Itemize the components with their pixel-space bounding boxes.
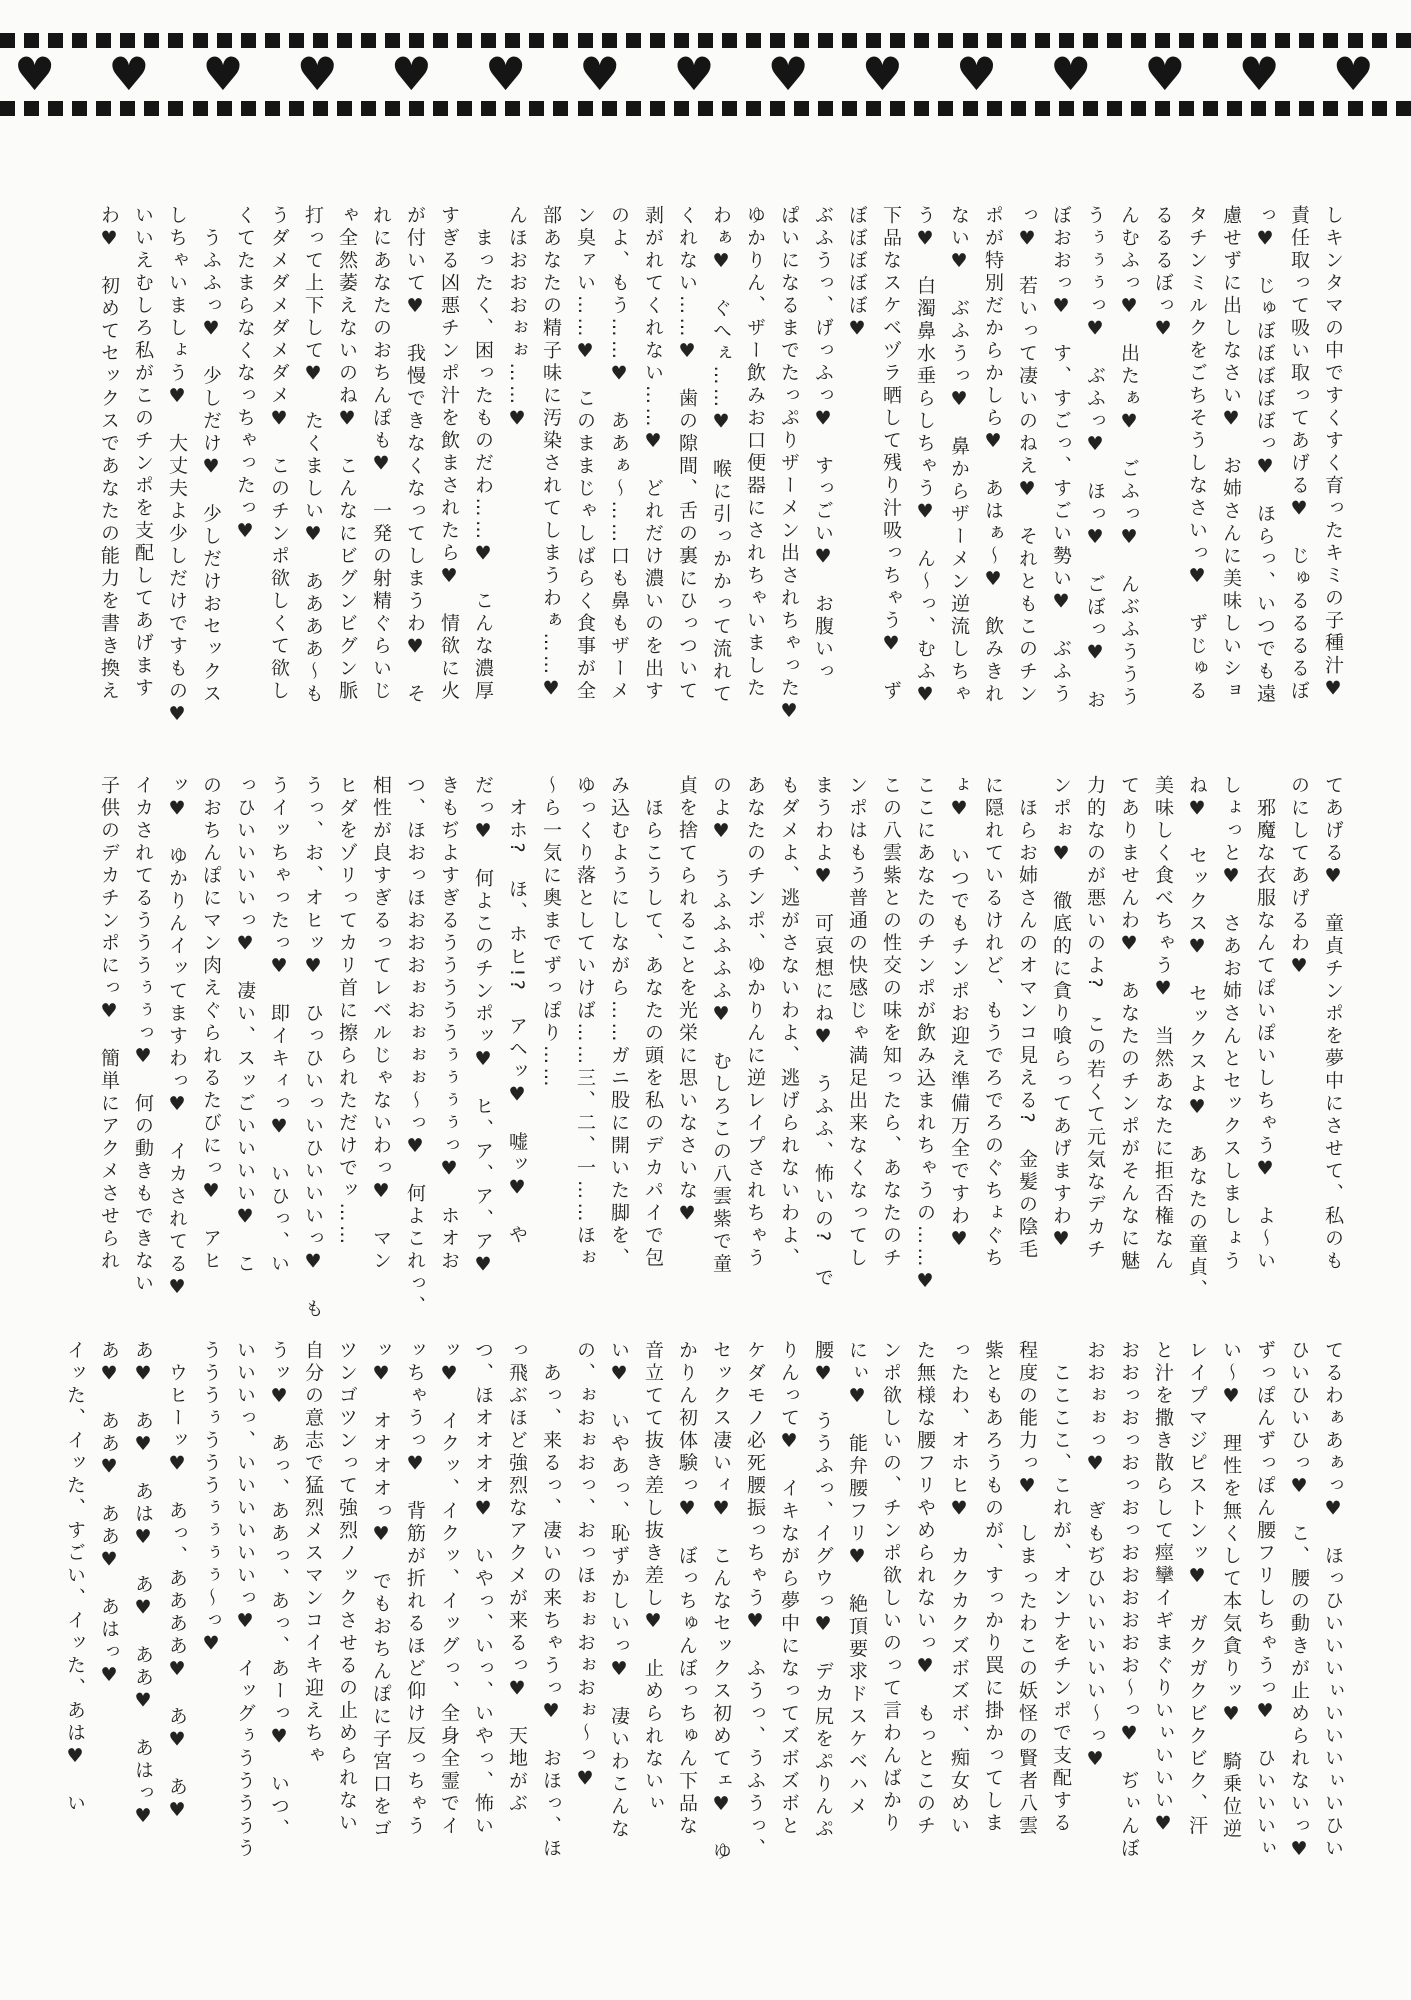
- text-column: ね♥ セックス♥ セックスよ♥ あなたの童貞、: [1186, 775, 1208, 1302]
- text-column: っひいいいいっ♥ 凄い、スッごいいいい♥ こ: [234, 775, 256, 1276]
- heart-icon: ♥: [579, 47, 621, 101]
- square-icon: [120, 101, 135, 116]
- text-column: ない♥ ぶふうっ♥ 鼻からザーメン逆流しちゃ: [948, 205, 970, 706]
- square-icon: [265, 101, 280, 116]
- text-column: っ♥ じゅぼぼぼぼぼっ♥ ほらっ、いつでも遠: [1254, 205, 1276, 706]
- square-icon: [168, 101, 183, 116]
- text-column: うイッちゃったっ♥ 即イキィっ♥ いひっ、い: [268, 775, 290, 1276]
- square-icon: [1396, 101, 1411, 116]
- text-column: み込むようにしながら……ガニ股に開いた脚を、: [608, 775, 630, 1270]
- text-column: のおちんぽにマン肉えぐられるたびにっ♥ アヒ: [200, 775, 222, 1273]
- text-column: ンポ欲しいの、チンポ欲しいのって言わんばかり: [880, 1340, 902, 1835]
- text-column: ょ♥ いつでもチンポお迎え準備万全ですわ♥: [948, 775, 970, 1254]
- square-icon: [193, 101, 208, 116]
- text-column: に隠れているけれど、もうでろでろのぐちょぐち: [982, 775, 1004, 1270]
- text-column: ヒダをゾリってカリ首に擦られただけでッ……: [336, 775, 358, 1248]
- text-column: っ飛ぶほど強烈なアクメが来るっ♥ 天地がぶ: [506, 1340, 528, 1816]
- text-column: きもぢよすぎるうううううぅぅぅぅっ♥ ホオお: [438, 775, 460, 1273]
- square-icon: [1035, 101, 1050, 116]
- square-icon: [553, 101, 568, 116]
- text-column: が付いて♥ 我慢できなくなってしまうわ♥ そ: [404, 205, 426, 706]
- square-icon: [914, 101, 929, 116]
- square-icon: [217, 101, 232, 116]
- heart-icon: ♥: [390, 47, 432, 101]
- square-icon: [987, 101, 1002, 116]
- text-column: 慮せずに出しなさい♥ お姉さんに美味しいショ: [1220, 205, 1242, 703]
- heart-icon: ♥: [296, 47, 338, 101]
- text-column: あ♥ あ♥ あは♥ あ♥ ああ♥ あはっ♥: [132, 1340, 154, 1831]
- text-column: 程度の能力っ♥ しまったわこの妖怪の賢者八雲: [1016, 1340, 1038, 1838]
- text-column: しょっと♥ さあお姉さんとセックスしましょう: [1220, 775, 1242, 1273]
- square-icon: [963, 101, 978, 116]
- text-column: 力的なのが悪いのよ? この若くて元気なデカチ: [1084, 775, 1106, 1262]
- square-icon: [1179, 101, 1194, 116]
- text-column: れにあなたのおちんぽも♥ 一発の射精ぐらいじ: [370, 205, 392, 703]
- text-column: ほらこうして、あなたの頭を私のデカパイで包: [642, 775, 664, 1270]
- heart-icon: ♥: [955, 47, 998, 101]
- text-column: 腰♥ ううふっ、イグウっ♥ デカ尻をぷりんぷ: [812, 1340, 834, 1841]
- square-icon: [674, 101, 689, 116]
- square-icon: [890, 101, 905, 116]
- square-icon: [409, 101, 424, 116]
- text-column: うッ♥ あっ、ああっ、あっ、あーっ♥ いつ、: [268, 1340, 290, 1841]
- text-column: 貞を捨てられることを光栄に思いなさいな♥: [676, 775, 698, 1228]
- text-column: るるるぼっ♥: [1152, 205, 1174, 343]
- square-icon: [1155, 101, 1170, 116]
- text-column: おおぉぉっ♥ ぎもぢひいいいいい〜っ♥: [1084, 1340, 1106, 1774]
- text-column: ゃ全然萎えないのね♥ こんなにビグンビグン脈: [336, 205, 358, 703]
- square-icon: [866, 101, 881, 116]
- text-column: 〜ら一気に奥までずっぽり……: [540, 775, 562, 1090]
- text-column: ンポはもう普通の快感じゃ満足出来なくなってし: [846, 775, 868, 1270]
- square-icon: [794, 101, 809, 116]
- square-icon: [602, 101, 617, 116]
- text-column: てるわぁあぁっ♥ ほっひいいいぃいいいぃいひい: [1322, 1340, 1344, 1861]
- square-icon: [1396, 33, 1411, 48]
- text-column: りんって♥ イキながら夢中になってズボズボと: [778, 1340, 800, 1838]
- text-column: くれない……♥ 歯の隙間、舌の裏にひっついて: [676, 205, 698, 703]
- text-column: ッ♥ ゆかりんイッてますわっ♥ イカされてる♥: [166, 775, 188, 1302]
- text-column: まったく、困ったものだわ……♥ こんな濃厚: [472, 205, 494, 703]
- text-column: ゆっくり落としていけば……三、二、一……ほぉ: [574, 775, 596, 1270]
- text-column: ッ♥ オオオオっ♥ でもおちんぽに子宮口をゴ: [370, 1340, 392, 1841]
- text-column: っ♥ 若いって凄いのねえ♥ それともこのチン: [1016, 205, 1038, 706]
- text-column: わぁ♥ ぐへぇ……♥ 喉に引っかかって流れて: [710, 205, 732, 706]
- text-column: と汁を撒き散らして痙攣イギまぐりいぃいいい♥: [1152, 1340, 1174, 1838]
- square-icon: [1011, 101, 1026, 116]
- text-column: んむふっ♥ 出たぁ♥ ごふっ♥ んぶふううう: [1118, 205, 1140, 709]
- square-icon: [72, 101, 87, 116]
- text-column: ポが特別だからかしら♥ あはぁ〜♥ 飲みきれ: [982, 205, 1004, 706]
- square-icon: [698, 101, 713, 116]
- square-icon: [1227, 101, 1242, 116]
- square-icon: [1348, 101, 1363, 116]
- text-column: イッた、イッた、すごい、イッた、あは♥ い: [64, 1340, 86, 1816]
- text-column: 打って上下して♥ たくましい♥ ああああ〜も: [302, 205, 324, 706]
- text-column: た無様な腰フリやめられないっ♥ もっとこのチ: [914, 1340, 936, 1838]
- text-column: にぃ♥ 能弁腰フリ♥ 絶頂要求ドスケベハメ: [846, 1340, 868, 1819]
- text-column: つ、ほオオオオ♥ いやっ、いっ、いやっ、怖い: [472, 1340, 494, 1838]
- square-icon: [1059, 101, 1074, 116]
- text-column: わ♥ 初めてセックスであなたの能力を書き換え: [98, 205, 120, 703]
- square-icon: [313, 101, 328, 116]
- square-icon: [626, 101, 641, 116]
- text-column: のよ♥ うふふふふふ♥ むしろこの八雲紫で童: [710, 775, 732, 1276]
- text-column: 音立てて抜き差し抜き差し♥ 止められないぃ: [642, 1340, 664, 1816]
- text-column: 紫ともあろうものが、すっかり罠に掛かってしま: [982, 1340, 1004, 1835]
- text-column: ぱいになるまでたっぷりザーメン出されちゃった♥: [778, 205, 800, 726]
- text-column: ッちゃうっ♥ 背筋が折れるほど仰け反っちゃう: [404, 1340, 426, 1838]
- square-icon: [241, 101, 256, 116]
- text-column: だっ♥ 何よこのチンポッ♥ ヒ、ア、ア、ア♥: [472, 775, 494, 1279]
- text-column: ひいひいひっ♥ こ、腰の動きが止められないっ♥: [1288, 1340, 1310, 1864]
- text-column: もダメよ、逃がさないわよ、逃げられないわよ、: [778, 775, 800, 1270]
- text-column: ったわ、オホヒ♥ カクカクズボズボ、痴女めい: [948, 1340, 970, 1838]
- square-icon: [938, 101, 953, 116]
- square-icon: [1372, 101, 1387, 116]
- text-column: すぎる凶悪チンポ汁を飲まされたら♥ 情欲に火: [438, 205, 460, 703]
- text-column: ゆかりん、ザー飲みお口便器にされちゃいました: [744, 205, 766, 700]
- text-column: んほおおおぉぉ……♥: [506, 205, 528, 433]
- text-column: 相性が良すぎるってレベルじゃないわっ♥ マン: [370, 775, 392, 1273]
- text-column: タチンミルクをごちそうしなさいっ♥ ずじゅる: [1186, 205, 1208, 703]
- text-column: あ♥ ああ♥ ああ♥ あはっ♥: [98, 1340, 120, 1690]
- square-icon: [1251, 101, 1266, 116]
- heart-icon: ♥: [202, 47, 244, 101]
- square-icon: [1299, 101, 1314, 116]
- text-column: ン臭ァい……♥ このままじゃしばらく食事が全: [574, 205, 596, 703]
- text-column: 邪魔な衣服なんてぽいぽいしちゃう♥ よ〜い: [1254, 775, 1276, 1273]
- dashed-border-bottom: [0, 101, 1411, 116]
- text-column: おおっおっおっおっおおおおおお〜っ♥ ぢぃんぼ: [1118, 1340, 1140, 1861]
- heart-icon: ♥: [861, 47, 903, 101]
- square-icon: [481, 101, 496, 116]
- square-icon: [770, 101, 785, 116]
- heart-icon: ♥: [14, 47, 56, 101]
- text-column: この八雲紫との性交の味を知ったら、あなたのチ: [880, 775, 902, 1270]
- text-column: 自分の意志で猛烈メスマンコイキ迎えちゃ: [302, 1340, 324, 1768]
- square-icon: [144, 101, 159, 116]
- square-icon: [433, 101, 448, 116]
- square-icon: [650, 101, 665, 116]
- text-band-3: [58, 1340, 1350, 1864]
- square-icon: [722, 101, 737, 116]
- text-column: 剥がれてくれない……♥ どれだけ濃いのを出す: [642, 205, 664, 703]
- square-icon: [289, 101, 304, 116]
- heart-icon: ♥: [108, 47, 150, 101]
- text-band-1: [92, 205, 1350, 729]
- text-column: ぶふうっ、げっふっ♥ すっごい♥ お腹いっ: [812, 205, 834, 684]
- text-column: うダメダメダメダメ♥ このチンポ欲しくて欲し: [268, 205, 290, 703]
- text-column: ぼぼぼぼぼ♥: [846, 205, 868, 343]
- text-column: 子供のデカチンポにっ♥ 簡単にアクメさせられ: [98, 775, 120, 1273]
- square-icon: [1275, 101, 1290, 116]
- text-column: ここにあなたのチンポが飲み込まれちゃうの……♥: [914, 775, 936, 1296]
- text-column: ウヒーッ♥ あっ、ああああ♥ あ♥ あ♥: [166, 1340, 188, 1825]
- text-column: う♥ 白濁鼻水垂らしちゃう♥ ん〜っ、むふ♥: [914, 205, 936, 709]
- text-column: イカされてるうううぅぅっ♥ 何の動きもできない: [132, 775, 154, 1296]
- text-column: 責任取って吸い取ってあげる♥ じゅるるるるぼ: [1288, 205, 1310, 703]
- square-icon: [746, 101, 761, 116]
- text-column: てあげる♥ 童貞チンポを夢中にさせて、私のも: [1322, 775, 1344, 1273]
- text-column: のにしてあげるわ♥: [1288, 775, 1310, 981]
- text-column: ここここ、これが、オンナをチンポで支配する: [1050, 1340, 1072, 1835]
- square-icon: [505, 101, 520, 116]
- square-icon: [0, 33, 15, 48]
- text-column: い♥ いやあっ、恥ずかしいっ♥ 凄いわこんな: [608, 1340, 630, 1841]
- text-column: セックス凄いィ♥ こんなセックス初めてェ♥ ゆ: [710, 1340, 732, 1864]
- heart-icon: ♥: [1332, 47, 1374, 101]
- square-icon: [1107, 101, 1122, 116]
- text-column: てありませんわ♥ あなたのチンポがそんなに魅: [1118, 775, 1140, 1273]
- square-icon: [1203, 101, 1218, 116]
- square-icon: [578, 101, 593, 116]
- square-icon: [529, 101, 544, 116]
- text-column: ンポぉ♥ 徹底的に貪り喰らってあげますわ♥: [1050, 775, 1072, 1254]
- text-column: うふふっ♥ 少しだけ♥ 少しだけおセックス: [200, 205, 222, 706]
- square-icon: [1323, 101, 1338, 116]
- text-column: オホ? ほ、ホヒ!? アヘッ♥ 嘘ッ♥ や: [506, 775, 528, 1247]
- square-icon: [24, 101, 39, 116]
- text-column: レイプマジピストンッ♥ ガクガクビクビク、汗: [1186, 1340, 1208, 1838]
- text-column: 美味しく食べちゃう♥ 当然あなたに拒否権なん: [1152, 775, 1174, 1273]
- heart-border: [14, 46, 1374, 102]
- text-column: 部あなたの精子味に汚染されてしまうわぁ……♥: [540, 205, 562, 703]
- heart-icon: ♥: [673, 47, 715, 101]
- square-icon: [457, 101, 472, 116]
- text-column: しちゃいましょう♥ 大丈夫よ少しだけですもの♥: [166, 205, 188, 729]
- text-column: ぼおおっ♥ す、すごっ、すごい勢い♥ ぶふう: [1050, 205, 1072, 706]
- text-column: しキンタマの中ですくすく育ったキミの子種汁♥: [1322, 205, 1344, 703]
- heart-icon: ♥: [1238, 47, 1280, 101]
- heart-icon: ♥: [1050, 47, 1092, 101]
- square-icon: [96, 101, 111, 116]
- square-icon: [385, 101, 400, 116]
- text-column: ツンゴツンって強烈ノックさせるの止められない: [336, 1340, 358, 1835]
- text-column: ケダモノ必死腰振っちゃう♥ ふうっ、うふうっ、: [744, 1340, 766, 1861]
- text-column: つ、ほおっほおおおぉおぉぉぉ〜っ♥ 何よこれっ、: [404, 775, 426, 1318]
- square-icon: [1131, 101, 1146, 116]
- text-column: ずっぽんずっぽん腰フリしちゃうっ♥ ひいいいぃ: [1254, 1340, 1276, 1861]
- text-band-2: [92, 775, 1350, 1321]
- text-column: 下品なスケベヅラ晒して残り汁吸っちゃう♥ ず: [880, 205, 902, 703]
- text-column: のよ、もう……♥ ああぁ〜……口も鼻もザーメ: [608, 205, 630, 703]
- text-column: いいえむしろ私がこのチンポを支配してあげます: [132, 205, 154, 700]
- text-column: うっ、お、オヒッ♥ ひっひいっいひいいいっ♥ も: [302, 775, 324, 1321]
- square-icon: [361, 101, 376, 116]
- text-column: うううぅうううぅぅぅぅ〜っ♥: [200, 1340, 222, 1658]
- square-icon: [842, 101, 857, 116]
- square-icon: [48, 101, 63, 116]
- text-column: かりん初体験っ♥ ぼっちゅんぼっちゅん下品な: [676, 1340, 698, 1838]
- square-icon: [337, 101, 352, 116]
- text-column: ほらお姉さんのオマンコ見える? 金髪の陰毛: [1016, 775, 1038, 1262]
- heart-icon: ♥: [1144, 47, 1186, 101]
- square-icon: [1083, 101, 1098, 116]
- text-column: いいいっ、いいいいいいっ♥ イッグぅううううう: [234, 1340, 256, 1861]
- text-column: うぅぅぅっ♥ ぶふっ♥ ほっ♥ ごぼっ♥ お: [1084, 205, 1106, 712]
- text-column: まうわよ♥ 可哀想にね♥ うふふ、怖いの? で: [812, 775, 834, 1290]
- text-column: の、ぉおぉおっ、おっほぉぉおぉおぉ〜っ♥: [574, 1340, 596, 1793]
- square-icon: [0, 101, 15, 116]
- text-column: ッ♥ イクッ、イクッ、イッグっ、全身全霊でイ: [438, 1340, 460, 1838]
- text-column: あっ、来るっ、凄いの来ちゃうっ♥ おほっ、ほ: [540, 1340, 562, 1861]
- text-column: くてたまらなくなっちゃったっ♥: [234, 205, 256, 546]
- text-column: あなたのチンポ、ゆかりんに逆レイプされちゃう: [744, 775, 766, 1270]
- heart-icon: ♥: [767, 47, 809, 101]
- text-column: い〜♥ 理性を無くして本気貪りッ♥ 騎乗位逆: [1220, 1340, 1242, 1841]
- square-icon: [818, 101, 833, 116]
- heart-icon: ♥: [484, 47, 527, 101]
